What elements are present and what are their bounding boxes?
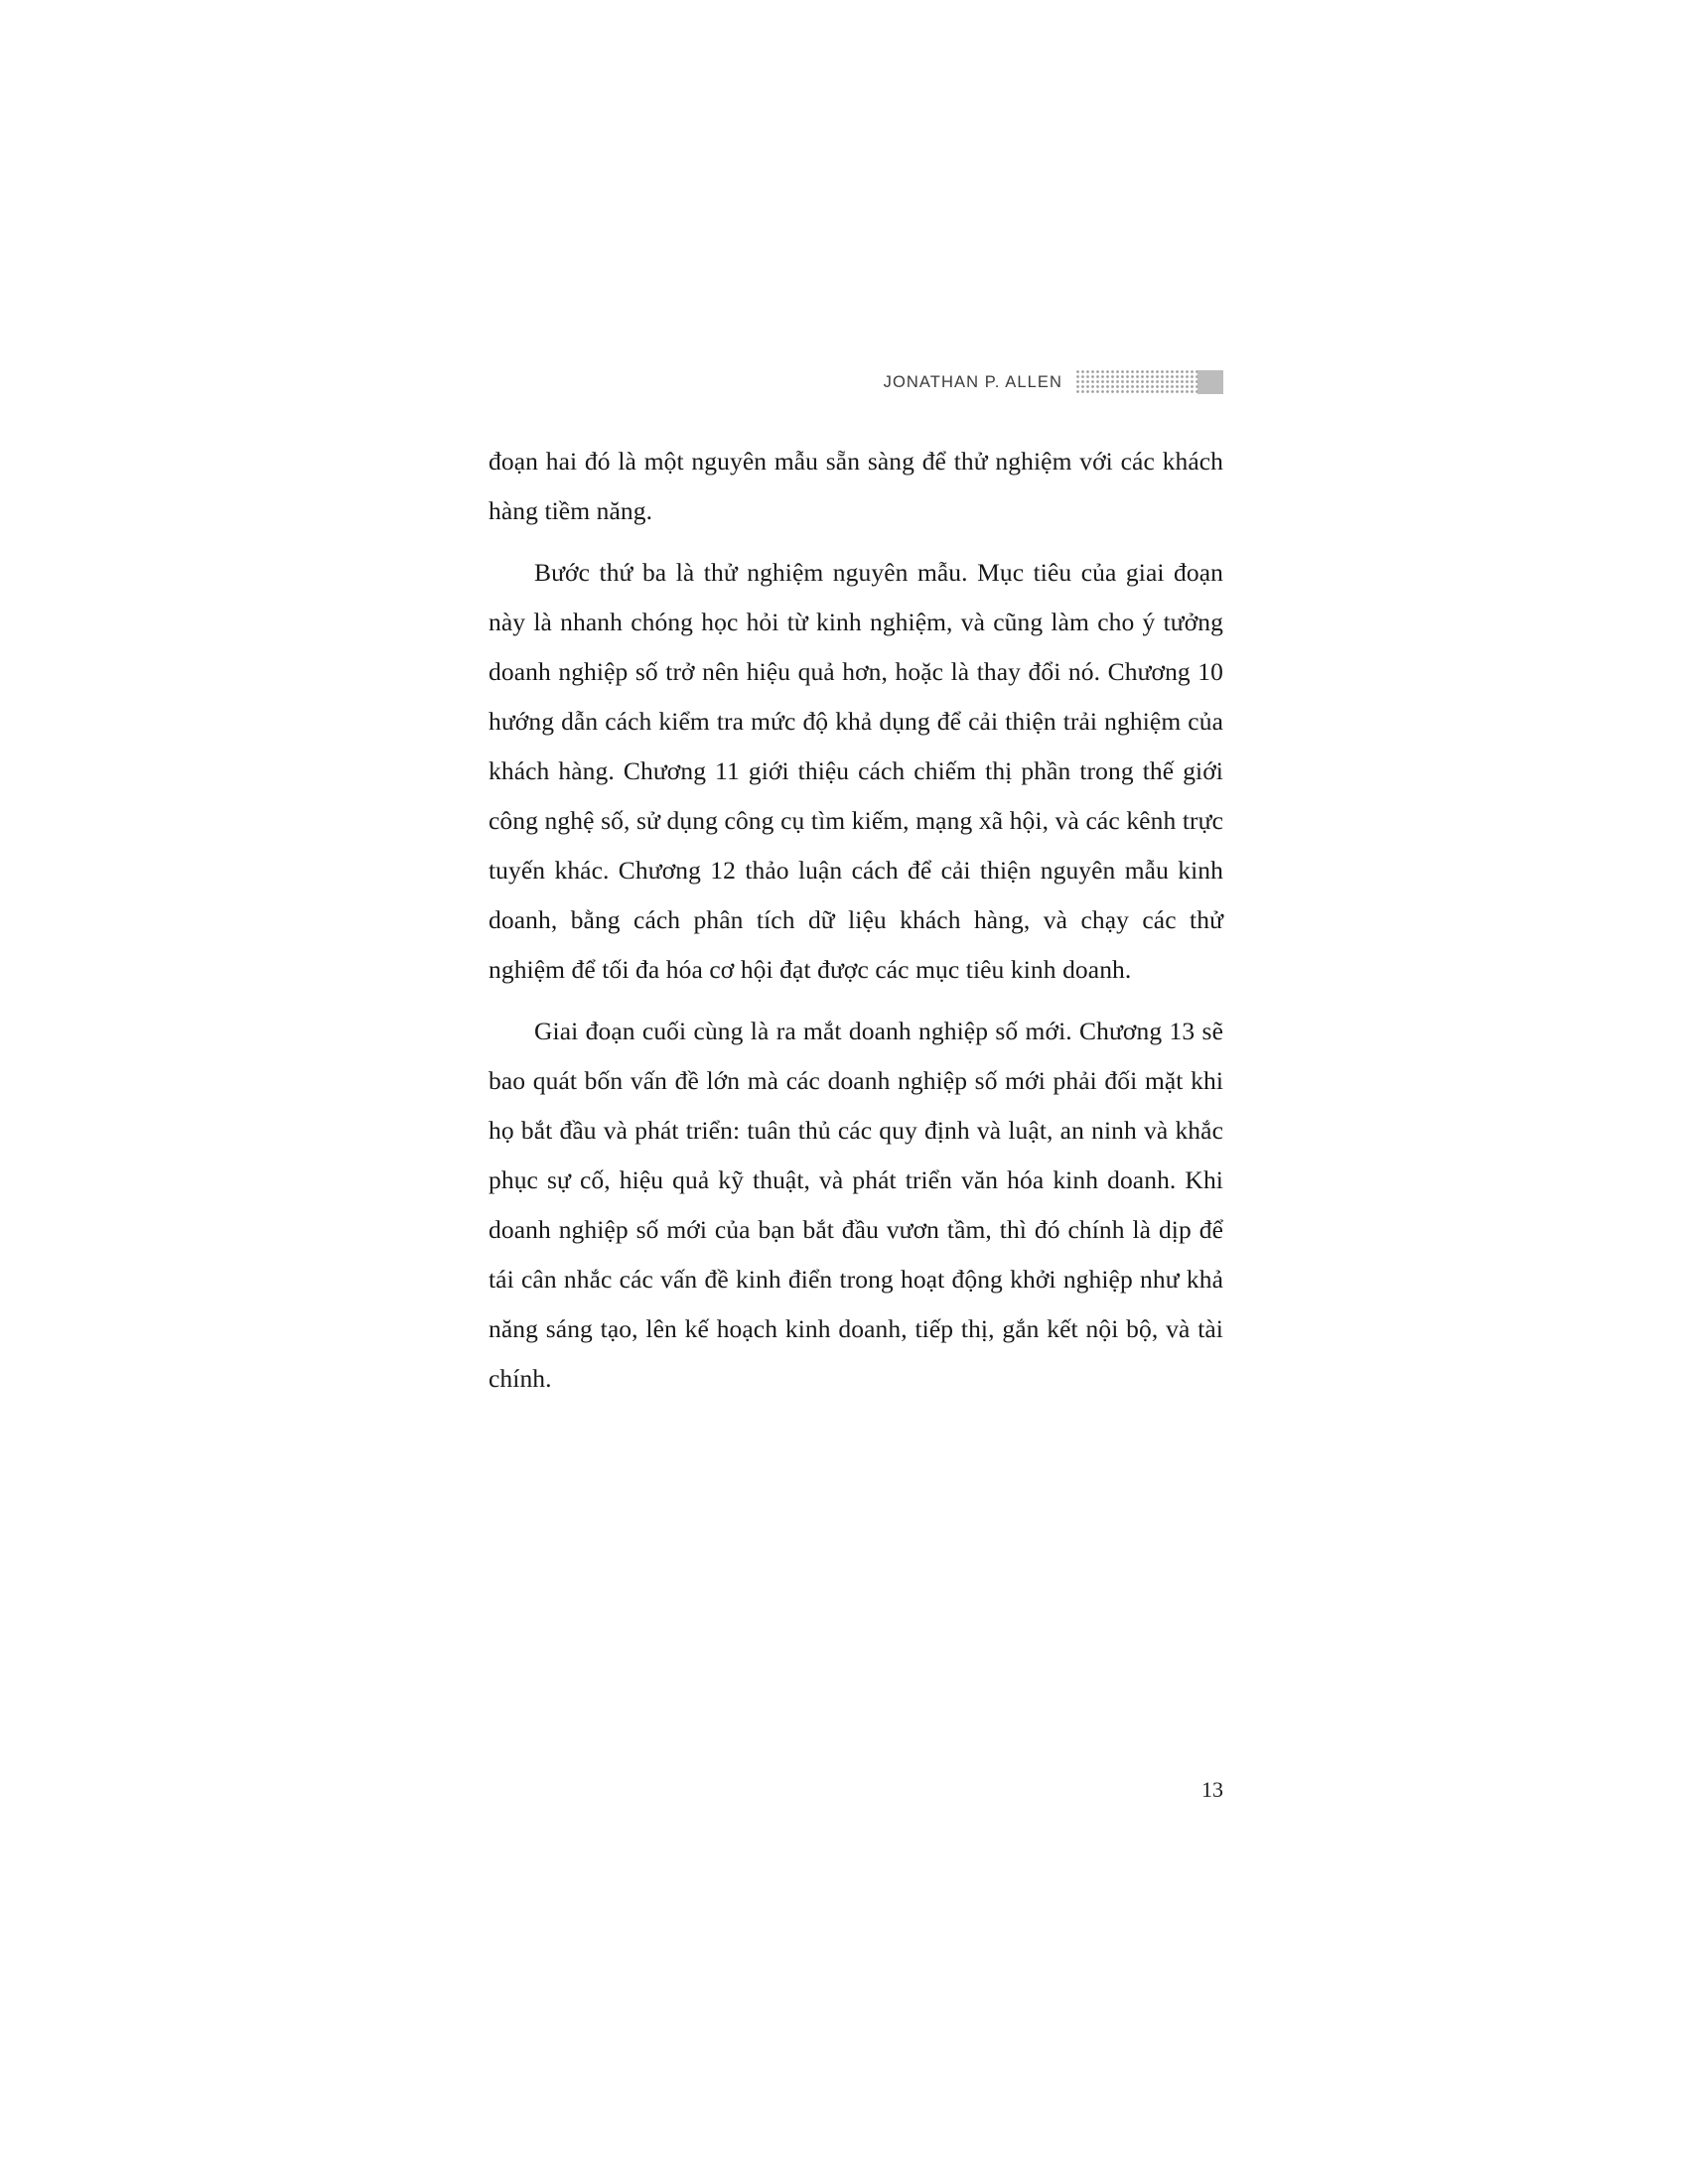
page-number: 13 [1201, 1777, 1223, 1802]
body-text-block [489, 437, 1223, 1404]
running-head [489, 365, 1223, 399]
paragraph: Giai đoạn cuối cùng là ra mắt doanh nghiệp số mới. Chương 13 sẽ bao quát bốn vấn đề lớn mà các doanh nghiệp số mới phải đối mặt khi họ bắt đầu và phát triển: tuân thủ các quy định và luật, an ninh và khắc phục sự cố, hiệu quả kỹ thuật, và phát triển văn hóa kinh doanh. Khi doanh nghiệp số mới của bạn bắt đầu vươn tầm, thì đó chính là dịp để tái cân nhắc các vấn đề kinh điển trong hoạt động khởi nghiệp như khả năng sáng tạo, lên kế hoạch kinh doanh, tiếp thị, gắn kết nội bộ, và tài chính. [489, 1017, 1223, 1393]
running-head-author: JONATHAN P. ALLEN [883, 372, 1062, 391]
paragraph: Bước thứ ba là thử nghiệm nguyên mẫu. Mục tiêu của giai đoạn này là nhanh chóng học hỏi từ kinh nghiệm, và cũng làm cho ý tưởng doanh nghiệp số trở nên hiệu quả hơn, hoặc là thay đổi nó. Chương 10 hướng dẫn cách kiểm tra mức độ khả dụng để cải thiện trải nghiệm của khách hàng. Chương 11 giới thiệu cách chiếm thị phần trong thế giới công nghệ số, sử dụng công cụ tìm kiếm, mạng xã hội, và các kênh trực tuyến khác. Chương 12 thảo luận cách để cải thiện nguyên mẫu kinh doanh, bằng cách phân tích dữ liệu khách hàng, và chạy các thử nghiệm để tối đa hóa cơ hội đạt được các mục tiêu kinh doanh. [489, 558, 1223, 984]
paragraph: đoạn hai đó là một nguyên mẫu sẵn sàng để thử nghiệm với các khách hàng tiềm năng. [489, 447, 1223, 525]
dotted-rule-decoration [1076, 370, 1223, 394]
